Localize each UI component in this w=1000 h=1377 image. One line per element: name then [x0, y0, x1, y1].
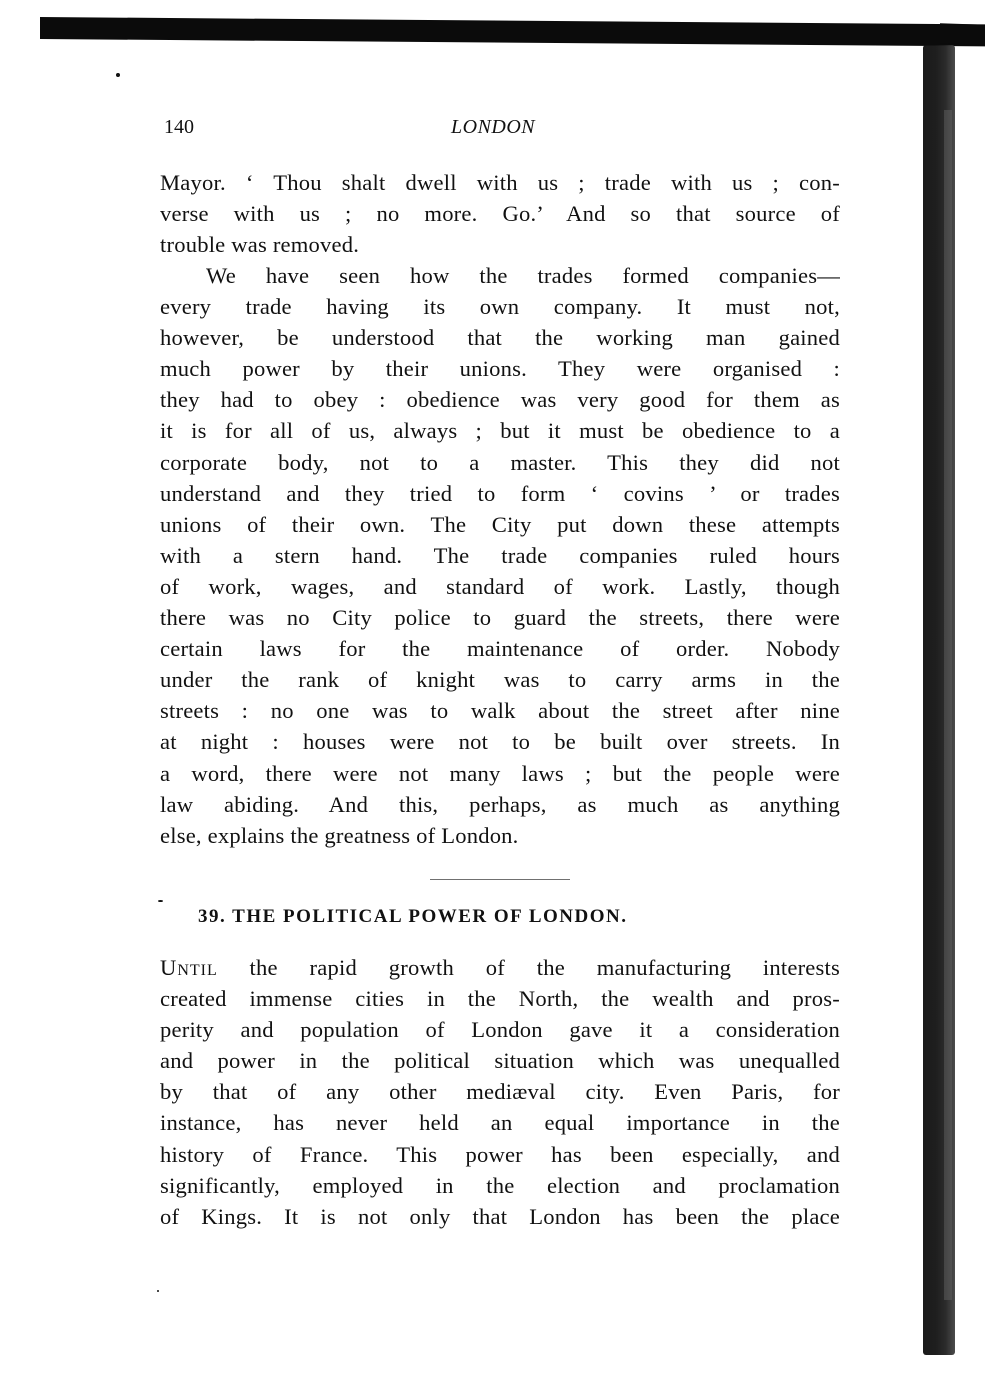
text-line: every trade having its own company. It must not, [160, 294, 840, 320]
text-line: however, be understood that the working man gained [160, 325, 840, 351]
text-line: perity and population of London gave it a consideration [160, 1017, 840, 1043]
first-line-rest: the rapid growth of the manufacturing interests [217, 955, 840, 980]
text-line: much power by their unions. They were organised : [160, 356, 840, 382]
text-line-first [160, 952, 840, 983]
text-line: of work, wages, and standard of work. Lastly, though [160, 573, 840, 599]
running-title: LONDON [451, 116, 536, 138]
scan-speck [116, 73, 120, 77]
text-line: streets : no one was to walk about the street after nine [160, 698, 840, 724]
section-paragraph [160, 952, 840, 1232]
text-line: there was no City police to guard the streets, there were [160, 605, 840, 631]
top-scan-edge-corner [940, 23, 985, 45]
text-line: of Kings. It is not only that London has been the place [160, 1203, 840, 1229]
text-line: We have seen how the trades formed companies— [206, 263, 840, 288]
text-line: law abiding. And this, perhaps, as much as anything [160, 791, 840, 817]
text-line: significantly, employed in the election and proclamation [160, 1172, 840, 1198]
text-line: instance, has never held an equal importance in the [160, 1110, 840, 1136]
book-spine-texture [944, 110, 952, 1300]
drop-word: Until [160, 955, 218, 980]
text-line: they had to obey : obedience was very good for them as [160, 387, 840, 413]
paragraph-2 [160, 260, 840, 851]
text-line: history of France. This power has been especially, and [160, 1141, 840, 1167]
scan-speck [158, 900, 163, 902]
section-divider [430, 879, 570, 881]
text-line: else, explains the greatness of London. [160, 822, 519, 848]
page-header [164, 116, 844, 150]
text-line: unions of their own. The City put down these attempts [160, 511, 840, 537]
page-number: 140 [164, 116, 194, 138]
text-line: verse with us ; no more. Go.’ And so that source of [160, 201, 840, 227]
scan-speck [157, 1290, 159, 1292]
text-line: understand and they tried to form ‘ covins ’ or trades [160, 480, 840, 506]
text-line: at night : houses were not to be built over streets. In [160, 729, 840, 755]
text-line: under the rank of knight was to carry arms in the [160, 667, 840, 693]
top-scan-edge [40, 17, 985, 46]
text-line: a word, there were not many laws ; but the people were [160, 760, 840, 786]
text-line: certain laws for the maintenance of order. Nobody [160, 636, 840, 662]
text-line: it is for all of us, always ; but it must be obedience to a [160, 418, 840, 444]
text-line: and power in the political situation which was unequalled [160, 1048, 840, 1074]
text-line: with a stern hand. The trade companies ruled hours [160, 542, 840, 568]
text-line: by that of any other mediæval city. Even Paris, for [160, 1079, 840, 1105]
section-heading: 39. THE POLITICAL POWER OF LONDON. [198, 906, 628, 927]
paragraph-1 [160, 167, 840, 260]
text-line: created immense cities in the North, the wealth and pros- [160, 986, 840, 1012]
text-line: Mayor. ‘ Thou shalt dwell with us ; trade with us ; con- [160, 170, 840, 195]
text-line: corporate body, not to a master. This they did not [160, 449, 840, 475]
text-line: trouble was removed. [160, 232, 360, 258]
